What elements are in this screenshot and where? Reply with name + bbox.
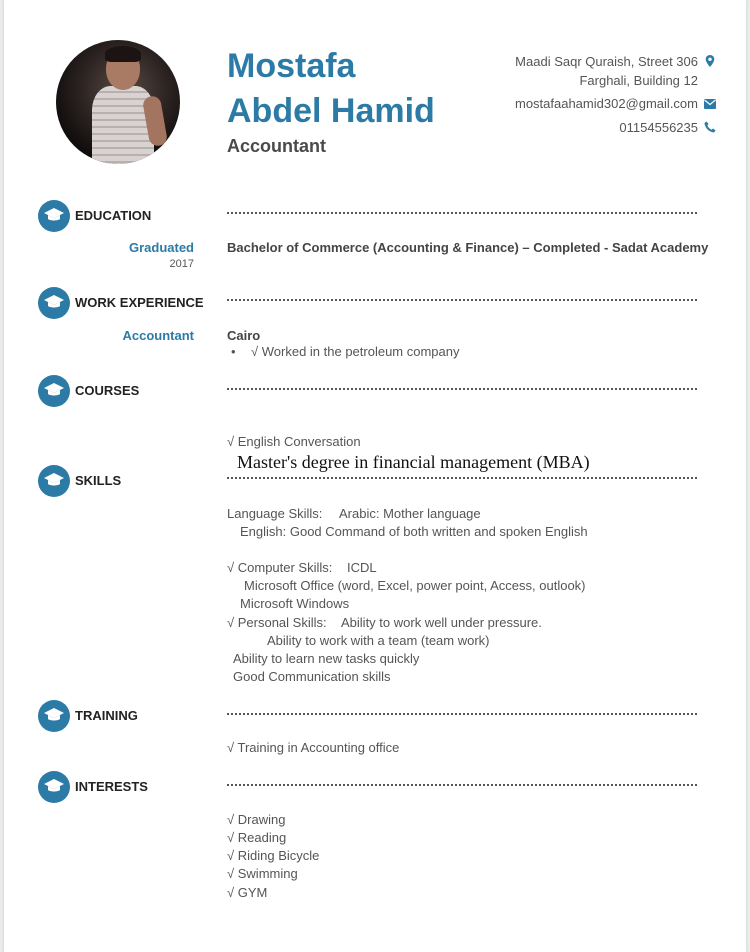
section-title-interests: INTERESTS <box>75 779 148 794</box>
interest-item: √ GYM <box>227 885 268 900</box>
computer-icdl: ICDL <box>347 560 377 575</box>
address-line-1: Maadi Saqr Quraish, Street 306 <box>515 54 698 69</box>
interests-icon <box>38 771 70 803</box>
education-year: 2017 <box>169 258 194 270</box>
education-icon <box>38 200 70 232</box>
language-english: English: Good Command of both written and spoken English <box>240 524 588 539</box>
personal-skill: Ability to learn new tasks quickly <box>233 651 420 666</box>
interest-item: √ Riding Bicycle <box>227 848 320 863</box>
phone-icon <box>704 121 716 133</box>
work-experience-icon <box>38 287 70 319</box>
computer-windows: Microsoft Windows <box>240 596 350 611</box>
course-item: √ English Conversation <box>227 434 361 449</box>
interest-item: √ Reading <box>227 830 287 845</box>
job-title: Accountant <box>227 136 326 156</box>
training-icon <box>38 700 70 732</box>
personal-skill: Good Communication skills <box>233 669 391 684</box>
interest-item: √ Drawing <box>227 812 286 827</box>
last-name: Abdel Hamid <box>227 92 435 130</box>
section-title-skills: SKILLS <box>75 473 122 488</box>
personal-skill: Ability to work with a team (team work) <box>267 633 490 648</box>
first-name: Mostafa <box>227 47 356 85</box>
section-title-work: WORK EXPERIENCE <box>75 295 204 310</box>
email-text: mostafaahamid302@gmail.com <box>514 96 698 111</box>
section-divider <box>227 784 697 786</box>
language-skills-label: Language Skills: <box>227 506 323 521</box>
personal-skill: Ability to work well under pressure. <box>341 615 542 630</box>
interest-item: √ Swimming <box>227 866 298 881</box>
address-line-2: Farghali, Building 12 <box>579 73 698 88</box>
profile-photo <box>56 40 180 164</box>
skills-icon <box>38 465 70 497</box>
work-role: Accountant <box>122 328 194 343</box>
section-divider <box>227 477 697 479</box>
computer-office: Microsoft Office (word, Excel, power point, Access, outlook) <box>244 578 586 593</box>
work-bullet: √ Worked in the petroleum company <box>251 344 460 359</box>
education-degree: Bachelor of Commerce (Accounting & Finance) – Completed - Sadat Academy <box>227 240 709 255</box>
computer-skills-label: √ Computer Skills: <box>227 560 333 575</box>
section-divider <box>227 713 697 715</box>
section-title-education: EDUCATION <box>75 208 152 223</box>
full-name <box>227 44 435 134</box>
personal-skills-label: √ Personal Skills: <box>227 615 327 630</box>
courses-icon <box>38 375 70 407</box>
training-item: √ Training in Accounting office <box>227 740 400 755</box>
language-arabic: Arabic: Mother language <box>339 506 481 521</box>
section-divider <box>227 299 697 301</box>
resume-page <box>4 0 746 952</box>
work-location: Cairo <box>227 328 261 343</box>
bullet-icon: • <box>231 344 236 359</box>
email-icon <box>704 98 716 110</box>
section-title-training: TRAINING <box>75 708 138 723</box>
location-pin-icon <box>704 55 716 67</box>
section-title-courses: COURSES <box>75 383 140 398</box>
phone-text: 01154556235 <box>619 120 698 135</box>
section-divider <box>227 388 697 390</box>
course-item: Master's degree in financial management (MBA) <box>237 452 590 472</box>
section-divider <box>227 212 697 214</box>
education-status: Graduated <box>128 240 194 255</box>
